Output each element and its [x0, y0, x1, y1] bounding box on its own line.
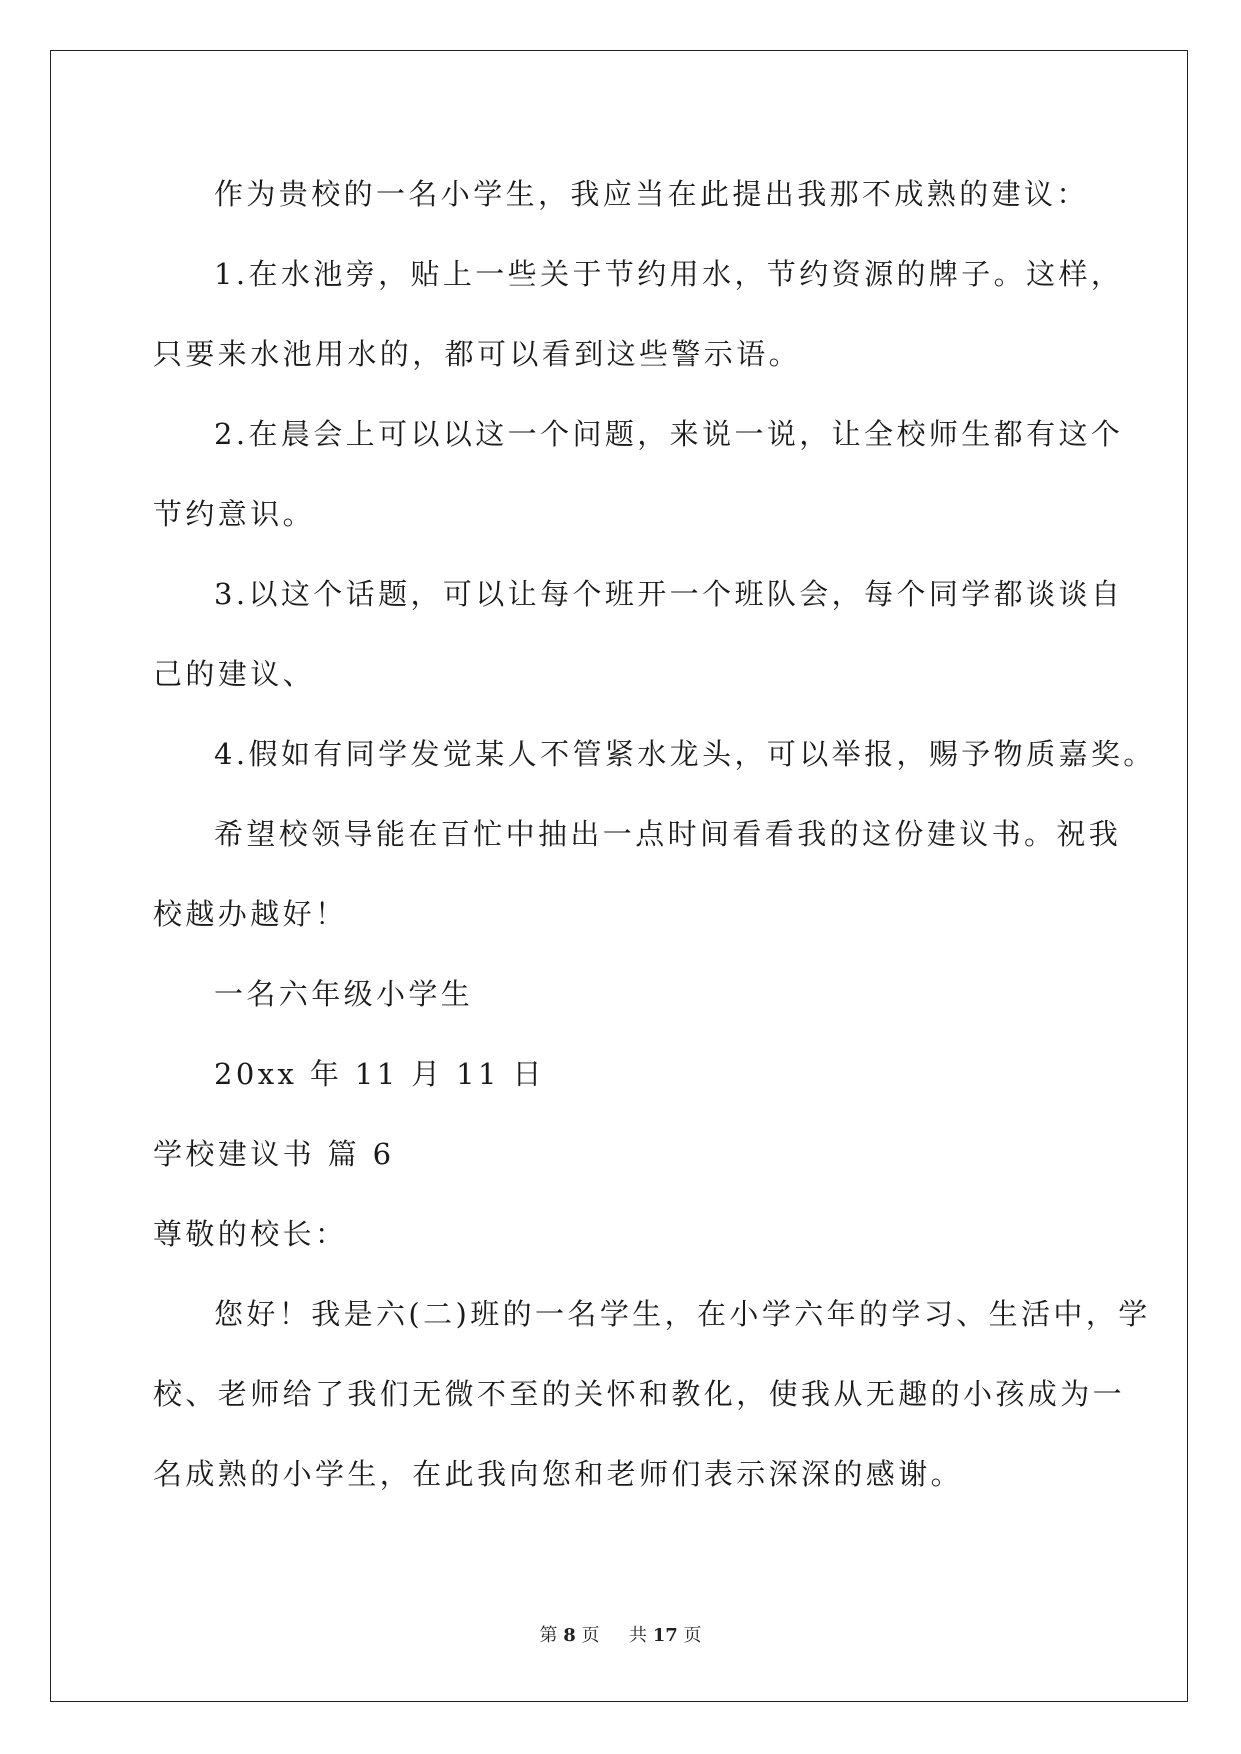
total-prefix: 共: [628, 1625, 647, 1646]
page-prefix: 第: [539, 1625, 558, 1646]
signature: 一名六年级小学生: [214, 977, 474, 1011]
page-footer: [0, 1624, 1241, 1648]
page-number: 8: [563, 1625, 576, 1646]
paragraph-intro: 作为贵校的一名小学生，我应当在此提出我那不成熟的建议：: [214, 177, 1089, 211]
salutation: 尊敬的校长：: [153, 1217, 348, 1251]
body-line-2: 校、老师给了我们无微不至的关怀和教化，使我从无趣的小孩成为一: [153, 1377, 1126, 1411]
page-suffix: 页: [581, 1625, 600, 1646]
suggestion-2-line-1: 2.在晨会上可以以这一个问题，来说一说，让全校师生都有这个: [214, 417, 1124, 451]
total-pages: 17: [652, 1625, 678, 1646]
suggestion-1-line-2: 只要来水池用水的，都可以看到这些警示语。: [153, 337, 802, 371]
suggestion-2-line-2: 节约意识。: [153, 497, 316, 531]
closing-line-2: 校越办越好！: [153, 897, 348, 931]
section-title: 学校建议书 篇 6: [153, 1137, 395, 1171]
suggestion-4: 4.假如有同学发觉某人不管紧水龙头，可以举报，赐予物质嘉奖。: [214, 737, 1156, 771]
body-line-1: 您好！我是六(二)班的一名学生，在小学六年的学习、生活中，学: [214, 1297, 1151, 1331]
date: 20xx 年 11 月 11 日: [214, 1057, 545, 1091]
body-line-3: 名成熟的小学生，在此我向您和老师们表示深深的感谢。: [153, 1457, 964, 1491]
suggestion-3-line-1: 3.以这个话题，可以让每个班开一个班队会，每个同学都谈谈自: [214, 577, 1124, 611]
closing-line-1: 希望校领导能在百忙中抽出一点时间看看我的这份建议书。祝我: [214, 817, 1122, 851]
total-suffix: 页: [683, 1625, 702, 1646]
suggestion-3-line-2: 己的建议、: [153, 657, 316, 691]
suggestion-1-line-1: 1.在水池旁，贴上一些关于节约用水，节约资源的牌子。这样，: [214, 257, 1124, 291]
